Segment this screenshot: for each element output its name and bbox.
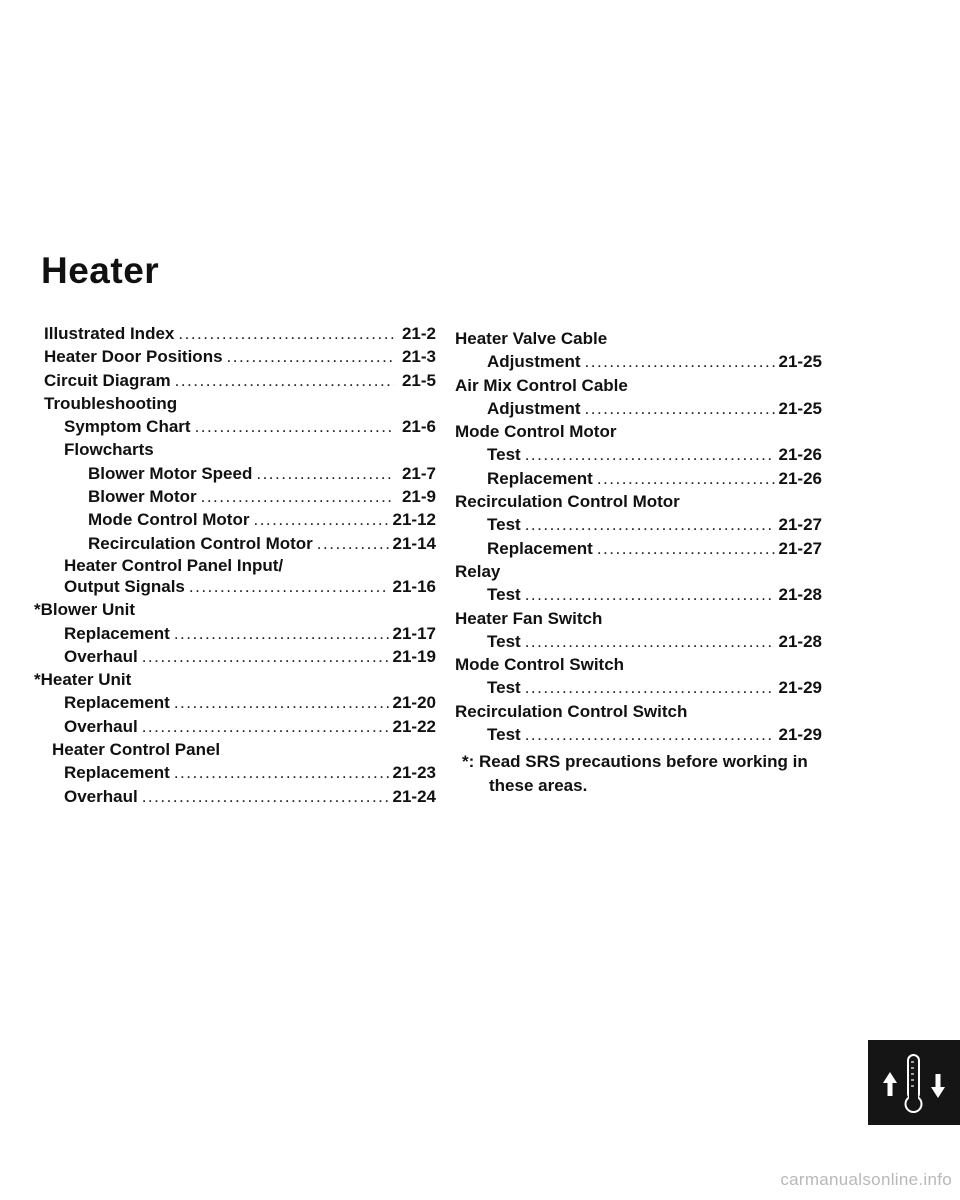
toc-entry-label: Test [487,725,521,745]
toc-heading [455,327,822,350]
toc-heading [455,653,822,676]
toc-heading-label: Air Mix Control Cable [455,375,628,395]
srs-note-line-1: *: Read SRS precautions before working in [462,752,808,771]
toc-heading [34,598,436,621]
toc-entry-page: 21-26 [778,445,822,465]
toc-heading [455,607,822,630]
toc-entry-label: Replacement [64,693,170,713]
toc-entry-label: Test [487,515,521,535]
toc-entry[interactable] [44,622,436,645]
toc-heading-label: Flowcharts [64,440,154,460]
toc-entry-label: Replacement [487,538,593,558]
toc-entry-label: Blower Motor [88,487,197,507]
toc-entry-page: 21-28 [778,585,822,605]
toc-entry-page: 21-12 [392,510,436,530]
toc-left-column [34,322,436,808]
toc-entry-label: Mode Control Motor [88,510,250,530]
toc-heading [44,392,436,415]
toc-heading-label: Heater Fan Switch [455,608,603,628]
toc-heading-label: *Blower Unit [34,600,136,620]
toc-entry-label: Recirculation Control Motor [88,533,313,553]
toc-entry[interactable] [455,723,822,746]
toc-heading-label: Heater Control Panel [52,740,221,760]
toc-entry-page: 21-22 [392,716,436,736]
toc-entry[interactable] [44,485,436,508]
toc-heading [44,738,436,761]
toc-entry-page: 21-9 [401,487,436,507]
toc-entry-page: 21-7 [401,463,436,483]
toc-entry[interactable] [455,676,822,699]
toc-entry-label: Circuit Diagram [44,370,171,390]
toc-entry-page: 21-6 [401,417,436,437]
toc-entry-label: Test [487,678,521,698]
srs-note [462,750,822,798]
heater-thermometer-icon [868,1040,960,1125]
toc-entry-label: Adjustment [487,352,581,372]
toc-entry-page: 21-19 [392,646,436,666]
toc-entry[interactable] [44,761,436,784]
toc-entry-page: 21-14 [392,533,436,553]
toc-entry-label: Adjustment [487,398,581,418]
toc-entry[interactable] [455,467,822,490]
toc-entry[interactable] [44,532,436,555]
toc-heading [455,374,822,397]
toc-entry-page: 21-25 [778,398,822,418]
toc-entry-page: 21-24 [392,786,436,806]
toc-heading-label: Heater Control Panel Input/ [64,555,284,575]
toc-entry[interactable] [44,508,436,531]
toc-entry-label: Test [487,445,521,465]
toc-heading-label: Recirculation Control Switch [455,701,688,721]
toc-entry[interactable] [44,575,436,598]
toc-entry-page: 21-26 [778,468,822,488]
toc-entry[interactable] [455,537,822,560]
footer-watermark: carmanualsonline.info [780,1170,952,1189]
toc-entry-label: Replacement [487,468,593,488]
toc-entry-label: Output Signals [64,576,185,596]
page-title: Heater [41,250,160,291]
toc-entry[interactable] [44,785,436,808]
toc-heading-label: Recirculation Control Motor [455,492,680,512]
toc-entry-label: Test [487,631,521,651]
toc-entry-page: 21-2 [401,324,436,343]
toc-entry-page: 21-25 [778,352,822,372]
toc-heading-label: Relay [455,561,501,581]
toc-entry-page: 21-16 [392,576,436,596]
toc-heading [455,490,822,513]
toc-heading [34,668,436,691]
toc-entry-page: 21-5 [401,370,436,390]
toc-entry[interactable] [44,369,436,392]
toc-entry[interactable] [44,462,436,485]
toc-entry[interactable] [455,513,822,536]
toc-entry-label: Heater Door Positions [44,347,223,367]
toc-entry-label: Illustrated Index [44,324,175,343]
toc-entry[interactable] [44,691,436,714]
toc-entry[interactable] [44,345,436,368]
toc-entry-page: 21-29 [778,725,822,745]
toc-heading [44,438,436,461]
toc-entry[interactable] [455,350,822,373]
toc-heading [44,555,436,575]
toc-entry-label: Test [487,585,521,605]
toc-heading [455,700,822,723]
toc-entry-label: Blower Motor Speed [88,463,253,483]
toc-entry-label: Overhaul [64,716,138,736]
toc-entry-page: 21-29 [778,678,822,698]
toc-entry[interactable] [455,583,822,606]
toc-entry[interactable] [44,322,436,345]
toc-entry-label: Symptom Chart [64,417,191,437]
toc-entry[interactable] [455,630,822,653]
toc-entry-label: Overhaul [64,646,138,666]
toc-entry-page: 21-17 [392,623,436,643]
toc-heading-label: *Heater Unit [34,670,132,690]
toc-entry-label: Overhaul [64,786,138,806]
toc-entry-page: 21-23 [392,763,436,783]
toc-heading [455,420,822,443]
toc-entry[interactable] [44,415,436,438]
toc-entry[interactable] [455,397,822,420]
toc-entry[interactable] [455,443,822,466]
toc-entry-page: 21-3 [401,347,436,367]
toc-heading-label: Troubleshooting [44,393,178,413]
section-badge[interactable] [868,1040,960,1125]
toc-entry[interactable] [44,715,436,738]
toc-entry[interactable] [44,645,436,668]
toc-entry-page: 21-27 [778,515,822,535]
toc-entry-page: 21-28 [778,631,822,651]
toc-heading [455,560,822,583]
toc-heading-label: Mode Control Switch [455,655,625,675]
toc-entry-label: Replacement [64,623,170,643]
toc-entry-label: Replacement [64,763,170,783]
srs-note-line-2: these areas. [489,776,588,795]
toc-heading-label: Mode Control Motor [455,422,617,442]
toc-right-column [455,327,822,746]
toc-entry-page: 21-27 [778,538,822,558]
toc-entry-page: 21-20 [392,693,436,713]
toc-heading-label: Heater Valve Cable [455,329,608,348]
